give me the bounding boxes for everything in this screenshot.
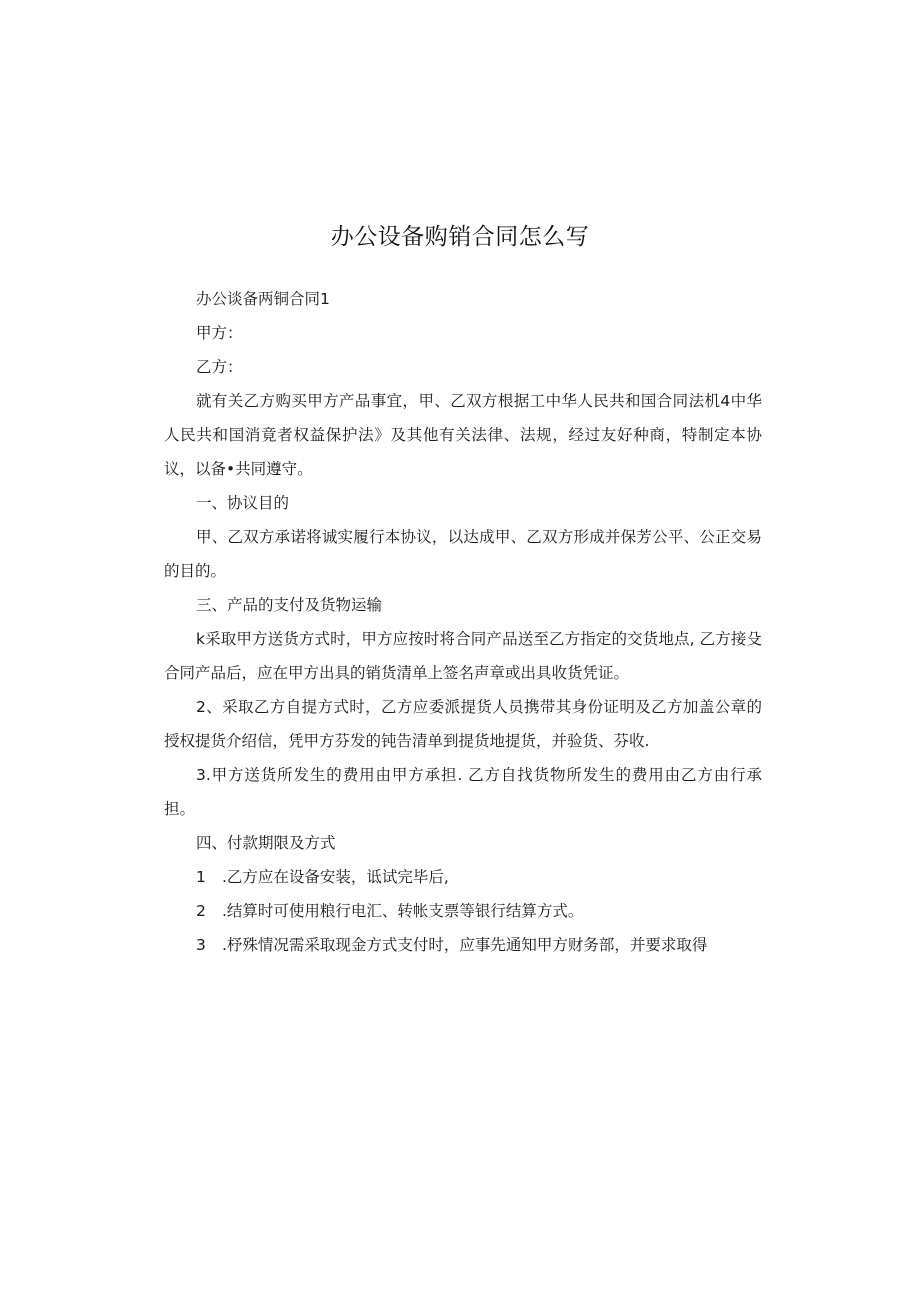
heading-line: 办公谈备两铜合同1	[196, 290, 330, 308]
list-item-number: 1	[196, 868, 206, 886]
list-item-text: .杼殊情况需采取现金方式支付时，应事先通知甲方财务部，并要求取得	[222, 936, 708, 954]
party-a-line: 甲方：	[196, 324, 243, 342]
section-4-item	[164, 928, 762, 962]
list-item-number: 3	[196, 936, 206, 954]
section-1-paragraph: 甲、乙双方承诺将诚实履行本协议，以达成甲、乙双方形成并保芳公平、公正交易的目的。	[164, 528, 762, 580]
section-1-title: 一、协议目的	[196, 494, 290, 512]
section-4-item	[164, 860, 762, 894]
section-3-item-3: 3.甲方送货所发生的费用由甲方承担. 乙方自找货物所发生的费用由乙方由行承担。	[164, 766, 762, 818]
section-4-item	[164, 894, 762, 928]
party-b-line: 乙方：	[196, 358, 243, 376]
preamble-paragraph: 就有关乙方购买甲方产品事宜，甲、乙双方根据工中华人民共和国合同法机4中华人民共和国消竟者权益保护法》及其他有关法律、法规，经过友好种商，特制定本协议，以备•共同遵守。	[164, 392, 762, 478]
section-3-title: 三、产品的支付及货物运输	[196, 596, 383, 614]
document-body	[164, 282, 762, 962]
section-3-item-2: 2、采取乙方自提方式时，乙方应委派提货人员携带其身份证明及乙方加盖公章的授权提货介绍信，凭甲方芬发的钝告清单到提货地提货，并验货、芬收.	[164, 698, 762, 750]
list-item-text: .结算时可使用粮行电汇、转帐支票等银行结算方式。	[222, 902, 584, 920]
section-3-item-1: k采取甲方送货方式时，甲方应按时将合同产品送至乙方指定的交货地点, 乙方接殳合同产品后，应在甲方出具的销货清单上签名声章或出具收货凭证。	[164, 630, 762, 682]
section-4-title: 四、付款期限及方式	[196, 834, 336, 852]
page-title: 办公设备购销合同怎么写	[330, 224, 590, 250]
list-item-number: 2	[196, 902, 206, 920]
list-item-text: .乙方应在设备安装，诋试完毕后,	[222, 868, 449, 886]
